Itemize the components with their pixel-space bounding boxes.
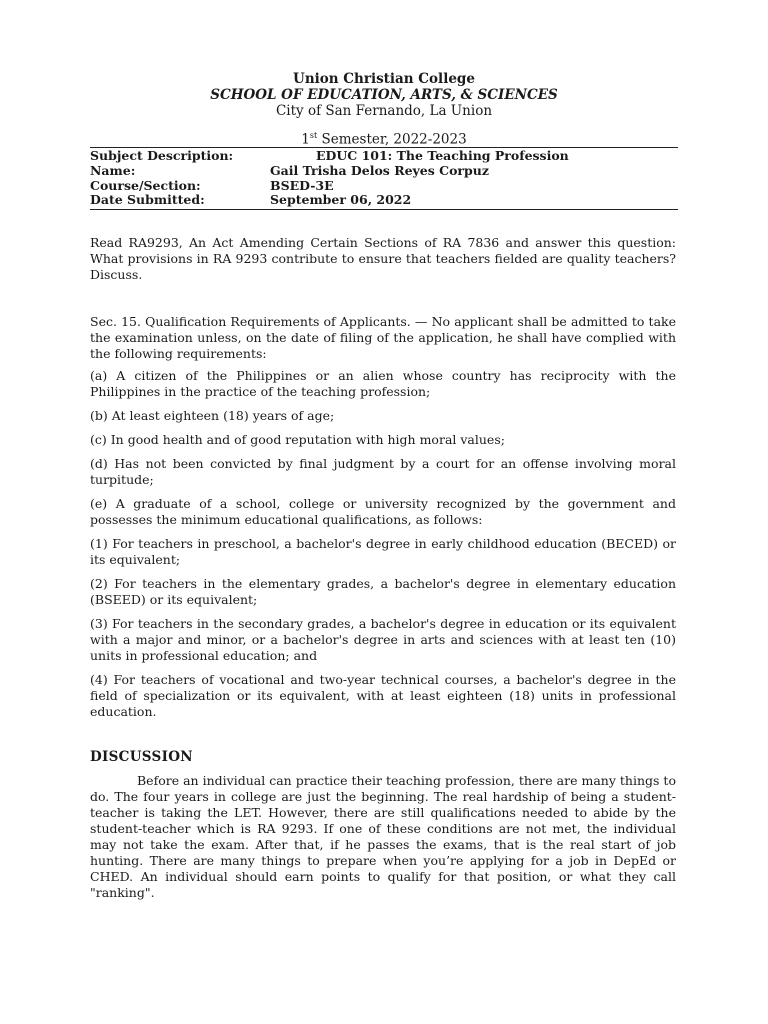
city-name: City of San Fernando, La Union [275,103,493,119]
semester-ordinal: st [309,131,318,140]
info-row-subject [90,149,678,164]
institution-name: Union Christian College [293,71,475,87]
document-header [0,71,768,119]
semester-text: Semester, 2022-2023 [317,131,467,148]
school-name: SCHOOL OF EDUCATION, ARTS, & SCIENCES [210,87,558,103]
list-item: (d) Has not been convicted by final judgment by a court for an offense involving moral turpitude; [90,456,676,487]
semester-number: 1 [301,131,310,148]
requirements-list [90,368,676,728]
info-value: September 06, 2022 [270,192,412,208]
discussion-paragraph: Before an individual can practice their teaching profession, there are many things to do. The four years in college are just the beginning. The real hardship of being a student-teacher is taking the LET. However, there are still qualifications needed to abide by the student-teacher which is RA 9293. If one of these conditions are not met, the individual may not take the exam. After that, if he passes the exams, that is the real start of job hunting. There are many things to prepare when you’re applying for a job in DepEd or CHED. An individual should earn points to qualify for that position, or what they call "ranking". [90,773,676,900]
semester-line [0,131,768,148]
info-label: Name: [90,162,136,178]
list-item: (2) For teachers in the elementary grades, a bachelor's degree in elementary education (BSEED) or its equivalent; [90,576,676,607]
list-item: (c) In good health and of good reputation with high moral values; [90,432,505,447]
info-value: BSED-3E [270,177,334,193]
list-item: (a) A citizen of the Philippines or an alien whose country has reciprocity with the Philippines in the practice of the teaching profession; [90,368,676,399]
info-table [90,147,678,210]
info-label: Date Submitted: [90,192,205,208]
list-item: (b) At least eighteen (18) years of age; [90,408,335,423]
info-label: Subject Description: [90,148,234,163]
list-item: (3) For teachers in the secondary grades, a bachelor's degree in education or its equivalent with a major and minor, or a bachelor's degree in arts and sciences with at least ten (10) units in professional education; and [90,616,676,663]
info-value: Gail Trisha Delos Reyes Corpuz [270,162,489,178]
list-item: (e) A graduate of a school, college or university recognized by the government and possesses the minimum educational qualifications, as follows: [90,496,676,527]
section-intro-paragraph: Sec. 15. Qualification Requirements of Applicants. — No applicant shall be admitted to take the examination unless, on the date of filing of the application, he shall have complied with the following requirements: [90,314,676,361]
info-row-date [90,193,678,208]
info-value: EDUC 101: The Teaching Profession [316,148,569,163]
info-row-course [90,179,678,194]
list-item: (1) For teachers in preschool, a bachelor's degree in early childhood education (BECED) or its equivalent; [90,536,676,567]
list-item: (4) For teachers of vocational and two-year technical courses, a bachelor's degree in the field of specialization or its equivalent, with at least eighteen (18) units in professional education. [90,672,676,719]
info-label: Course/Section: [90,177,201,193]
discussion-heading: DISCUSSION [90,749,193,765]
question-paragraph: Read RA9293, An Act Amending Certain Sections of RA 7836 and answer this question: What provisions in RA 9293 contribute to ensure that teachers fielded are quality teachers? Discuss. [90,235,676,282]
info-row-name [90,164,678,179]
